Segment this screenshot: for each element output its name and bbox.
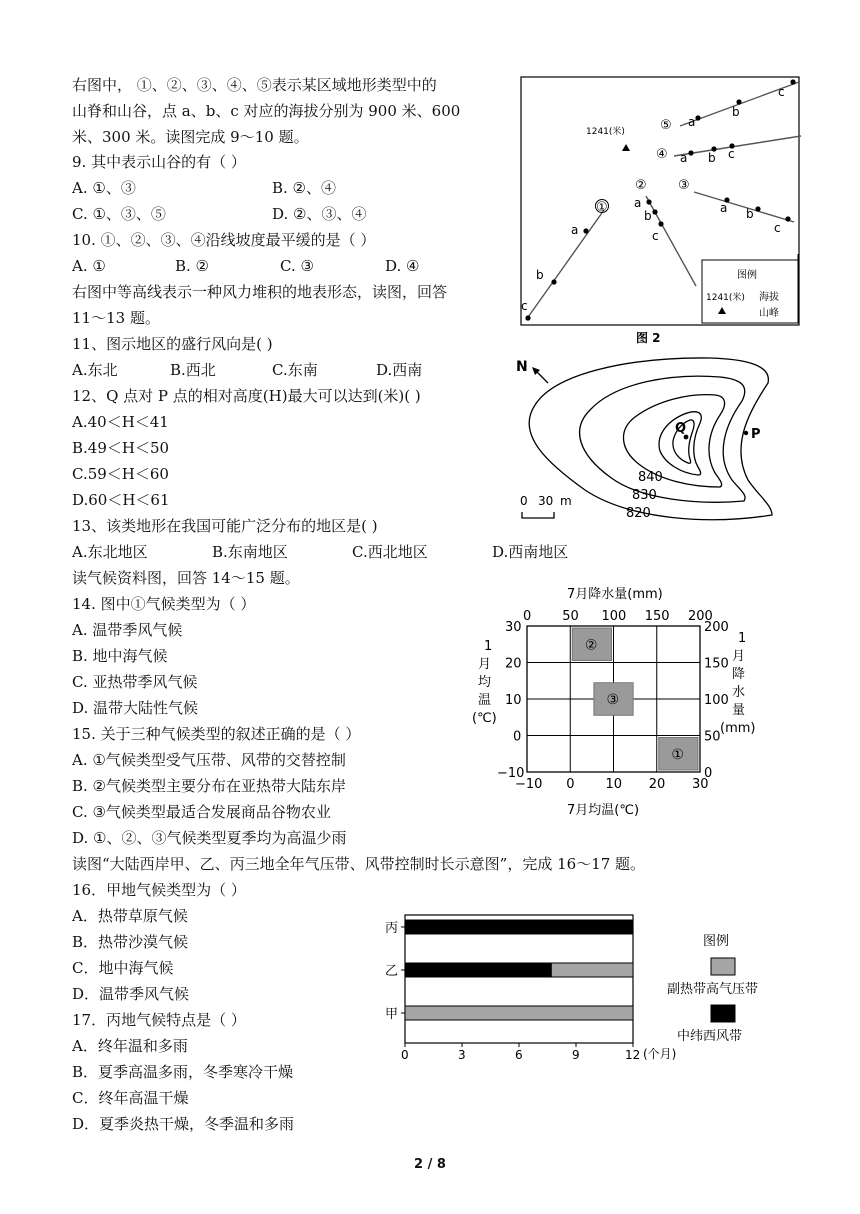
q13-option-b: B.东南地区 bbox=[212, 543, 288, 561]
x-tick-label: 12 bbox=[625, 1048, 641, 1062]
point-2a bbox=[646, 199, 651, 204]
label-2a: a bbox=[634, 196, 642, 210]
x2-tick-label: 0 bbox=[523, 609, 532, 624]
y2-tick-label: 0 bbox=[704, 766, 713, 781]
intro4: 读图“大陆西岸甲、乙、丙三地全年气压带、风带控制时长示意图”，完成 16～17 题。 bbox=[72, 855, 646, 873]
peak-icon bbox=[622, 144, 630, 151]
q9-option-d: D. ②、③、④ bbox=[272, 205, 367, 223]
q15-option-a: A. ①气候类型受气压带、风带的交替控制 bbox=[72, 751, 346, 769]
point-4a bbox=[688, 150, 693, 155]
left-title-2: 月 bbox=[478, 657, 492, 672]
x-tick-label: 20 bbox=[648, 777, 666, 792]
q15-option-b: B. ②气候类型主要分布在亚热带大陆东岸 bbox=[72, 777, 347, 795]
q12-option-d: D.60＜H＜61 bbox=[72, 491, 170, 509]
top-axis-title: 7月降水量(mm) bbox=[567, 587, 663, 602]
q16-option-d: D．温带季风气候 bbox=[72, 985, 190, 1003]
point-5c bbox=[790, 79, 795, 84]
legend-title: 图例 bbox=[737, 270, 757, 281]
bottom-axis-title: 7月均温(℃) bbox=[567, 803, 640, 818]
label-2b: b bbox=[644, 209, 652, 223]
right-title-6: (mm) bbox=[720, 721, 756, 736]
label-4b: b bbox=[708, 151, 716, 165]
intro2-line-1: 右图中等高线表示一种风力堆积的地表形态，读图，回答 bbox=[72, 283, 448, 301]
legend-title: 图例 bbox=[703, 934, 730, 949]
left-title-5: (℃) bbox=[472, 711, 497, 726]
x-tick-label: 30 bbox=[692, 777, 709, 792]
x2-tick-label: 50 bbox=[562, 609, 579, 624]
x2-tick-label: 200 bbox=[688, 609, 713, 624]
label-3: ③ bbox=[678, 178, 690, 193]
legend-label-westerlies: 中纬西风带 bbox=[677, 1029, 743, 1044]
bar-甲-subtropical-high bbox=[405, 1006, 633, 1020]
q14-option-d: D. 温带大陆性气候 bbox=[72, 699, 199, 717]
category-label: 乙 bbox=[385, 964, 399, 979]
q13-stem: 13、该类地形在我国可能广泛分布的地区是( ) bbox=[72, 517, 378, 535]
q15-option-c: C. ③气候类型最适合发展商品谷物农业 bbox=[72, 803, 331, 821]
q16-stem: 16．甲地气候类型为（ ） bbox=[72, 881, 246, 899]
intro-line-2: 山脊和山谷，点 a、b、c 对应的海拔分别为 900 米、600 bbox=[72, 102, 461, 120]
y2-tick-label: 50 bbox=[704, 729, 721, 745]
y-tick-label: 10 bbox=[505, 693, 522, 708]
contour-label-820: 820 bbox=[626, 506, 651, 521]
x-tick-label: −10 bbox=[515, 777, 543, 792]
scale-thirty: 30 bbox=[538, 494, 554, 508]
q17-stem: 17．丙地气候特点是（ ） bbox=[72, 1011, 246, 1029]
label-2: ② bbox=[635, 178, 647, 193]
intro3: 读气候资料图，回答 14～15 题。 bbox=[72, 569, 300, 587]
right-title-2: 月 bbox=[732, 649, 746, 664]
q12-option-a: A.40＜H＜41 bbox=[72, 413, 169, 431]
label-1b: b bbox=[536, 268, 544, 282]
q14-option-b: B. 地中海气候 bbox=[72, 647, 168, 665]
y2-tick-label: 100 bbox=[704, 693, 729, 708]
label-5c: c bbox=[778, 85, 785, 99]
x-tick-label: 10 bbox=[605, 777, 623, 792]
contour-label-830: 830 bbox=[632, 488, 657, 503]
x-axis-unit: (个月) bbox=[643, 1047, 677, 1061]
x-tick-label: 0 bbox=[401, 1048, 409, 1062]
y-tick-label: −10 bbox=[497, 766, 525, 781]
bar-乙-subtropical-high bbox=[551, 963, 633, 977]
q13-option-c: C.西北地区 bbox=[352, 543, 428, 561]
point-1b bbox=[551, 279, 556, 284]
pressure-wind-chart bbox=[375, 905, 795, 1075]
label-3a: a bbox=[720, 201, 728, 215]
climate-box-label-3: ③ bbox=[606, 692, 620, 708]
y2-tick-label: 200 bbox=[704, 620, 729, 635]
q15-option-d: D. ①、②、③气候类型夏季均为高温少雨 bbox=[72, 829, 347, 847]
q11-stem: 11、图示地区的盛行风向是( ) bbox=[72, 335, 273, 353]
point-2c bbox=[658, 221, 663, 226]
q14-option-c: C. 亚热带季风气候 bbox=[72, 673, 198, 691]
x2-tick-label: 150 bbox=[644, 609, 670, 624]
q17-option-c: C．终年高温干燥 bbox=[72, 1089, 189, 1107]
q13-option-d: D.西南地区 bbox=[492, 543, 569, 561]
q17-option-b: B．夏季高温多雨，冬季寒冷干燥 bbox=[72, 1063, 294, 1081]
point-2b bbox=[652, 209, 657, 214]
point-5a bbox=[695, 115, 700, 120]
right-title-3: 降 bbox=[732, 667, 746, 682]
x2-tick-label: 100 bbox=[601, 609, 627, 624]
q10-option-d: D. ④ bbox=[385, 257, 420, 275]
line-3 bbox=[694, 192, 794, 222]
q16-option-a: A．热带草原气候 bbox=[72, 907, 188, 925]
intro2-line-2: 11～13 题。 bbox=[72, 309, 160, 327]
q9-stem: 9. 其中表示山谷的有（ ） bbox=[72, 153, 246, 171]
y2-tick-label: 150 bbox=[704, 656, 729, 672]
q10-option-b: B. ② bbox=[175, 257, 210, 275]
label-5a: a bbox=[688, 115, 696, 129]
legend-swatch-westerlies bbox=[711, 1005, 735, 1022]
north-label: N bbox=[516, 359, 528, 375]
legend-altitude-text: 海拔 bbox=[759, 292, 779, 303]
q13-option-a: A.东北地区 bbox=[72, 543, 148, 561]
q10-option-c: C. ③ bbox=[280, 257, 314, 275]
label-1: ① bbox=[596, 200, 608, 215]
intro-line-1: 右图中， ①、②、③、④、⑤表示某区域地形类型中的 bbox=[72, 76, 437, 94]
climate-box-label-2: ② bbox=[584, 637, 598, 654]
scale-bar bbox=[522, 512, 554, 518]
label-5b: b bbox=[732, 105, 740, 119]
line-1 bbox=[526, 210, 604, 320]
category-label: 甲 bbox=[385, 1007, 399, 1022]
q16-option-b: B．热带沙漠气候 bbox=[72, 933, 189, 951]
left-title-1: 1 bbox=[484, 639, 493, 654]
bar-丙-westerlies bbox=[405, 920, 633, 934]
q15-stem: 15. 关于三种气候类型的叙述正确的是（ ） bbox=[72, 725, 361, 743]
scale-zero: 0 bbox=[520, 494, 528, 508]
legend-peak-text: 山峰 bbox=[759, 308, 779, 319]
label-4a: a bbox=[680, 151, 688, 165]
legend-altitude-value: 1241(米) bbox=[706, 293, 745, 303]
ridge-valley-map bbox=[518, 74, 808, 354]
label-p: P bbox=[751, 427, 761, 442]
q12-option-b: B.49＜H＜50 bbox=[72, 439, 170, 457]
x-tick-label: 6 bbox=[515, 1048, 523, 1062]
point-p bbox=[744, 431, 748, 435]
label-2c: c bbox=[652, 229, 659, 243]
x-tick-label: 0 bbox=[566, 777, 575, 792]
q9-option-b: B. ②、④ bbox=[272, 179, 337, 197]
point-1c bbox=[525, 315, 530, 320]
page-number: 2 / 8 bbox=[414, 1157, 446, 1172]
peak-altitude: 1241(米) bbox=[586, 127, 625, 137]
figure-caption: 图 2 bbox=[636, 331, 661, 345]
q16-option-c: C．地中海气候 bbox=[72, 959, 174, 977]
right-title-5: 量 bbox=[732, 703, 746, 718]
y-tick-label: 30 bbox=[505, 620, 522, 635]
q12-stem: 12、Q 点对 P 点的相对高度(H)最大可以达到(米)( ) bbox=[72, 387, 421, 405]
contour-label-840: 840 bbox=[638, 470, 663, 485]
y-tick-label: 20 bbox=[505, 656, 522, 672]
q11-option-a: A.东北 bbox=[72, 361, 118, 379]
x-tick-label: 9 bbox=[572, 1048, 580, 1062]
left-axis-title bbox=[472, 639, 497, 726]
q11-option-b: B.西北 bbox=[170, 361, 216, 379]
q10-stem: 10. ①、②、③、④沿线坡度最平缓的是（ ） bbox=[72, 231, 376, 249]
q17-option-d: D．夏季炎热干燥，冬季温和多雨 bbox=[72, 1115, 295, 1133]
label-3b: b bbox=[746, 207, 754, 221]
intro-line-3: 米、300 米。读图完成 9～10 题。 bbox=[72, 128, 309, 146]
label-4: ④ bbox=[656, 147, 668, 162]
bar-乙-westerlies bbox=[405, 963, 551, 977]
legend-swatch-subtropical-high bbox=[711, 958, 735, 975]
right-title-1: 1 bbox=[738, 631, 747, 646]
climate-box-label-1: ① bbox=[671, 746, 684, 763]
point-1a bbox=[583, 228, 588, 233]
right-title-4: 水 bbox=[732, 685, 746, 700]
q10-option-a: A. ① bbox=[72, 257, 106, 275]
point-3c bbox=[785, 216, 790, 221]
label-5: ⑤ bbox=[660, 118, 672, 133]
dune-contour-map bbox=[510, 355, 790, 525]
label-3c: c bbox=[774, 221, 781, 235]
label-1a: a bbox=[571, 223, 579, 237]
q9-option-c: C. ①、③、⑤ bbox=[72, 205, 166, 223]
q17-option-a: A．终年温和多雨 bbox=[72, 1037, 188, 1055]
left-title-4: 温 bbox=[478, 693, 492, 708]
q12-option-c: C.59＜H＜60 bbox=[72, 465, 169, 483]
q11-option-c: C.东南 bbox=[272, 361, 318, 379]
category-label: 丙 bbox=[385, 921, 399, 936]
climate-chart bbox=[470, 580, 760, 820]
left-title-3: 均 bbox=[478, 675, 492, 690]
legend-label-subtropical-high: 副热带高气压带 bbox=[667, 982, 759, 997]
q9-option-a: A. ①、③ bbox=[72, 179, 136, 197]
label-q: Q bbox=[675, 421, 687, 436]
label-1c: c bbox=[521, 299, 528, 313]
point-5b bbox=[736, 99, 741, 104]
right-axis-title bbox=[720, 631, 755, 736]
q14-stem: 14. 图中①气候类型为（ ） bbox=[72, 595, 256, 613]
label-4c: c bbox=[728, 147, 735, 161]
q14-option-a: A. 温带季风气候 bbox=[72, 621, 183, 639]
x-tick-label: 3 bbox=[458, 1048, 466, 1062]
q11-option-d: D.西南 bbox=[376, 361, 423, 379]
y-tick-label: 0 bbox=[513, 729, 522, 745]
point-3b bbox=[755, 206, 760, 211]
scale-unit: m bbox=[560, 494, 572, 508]
